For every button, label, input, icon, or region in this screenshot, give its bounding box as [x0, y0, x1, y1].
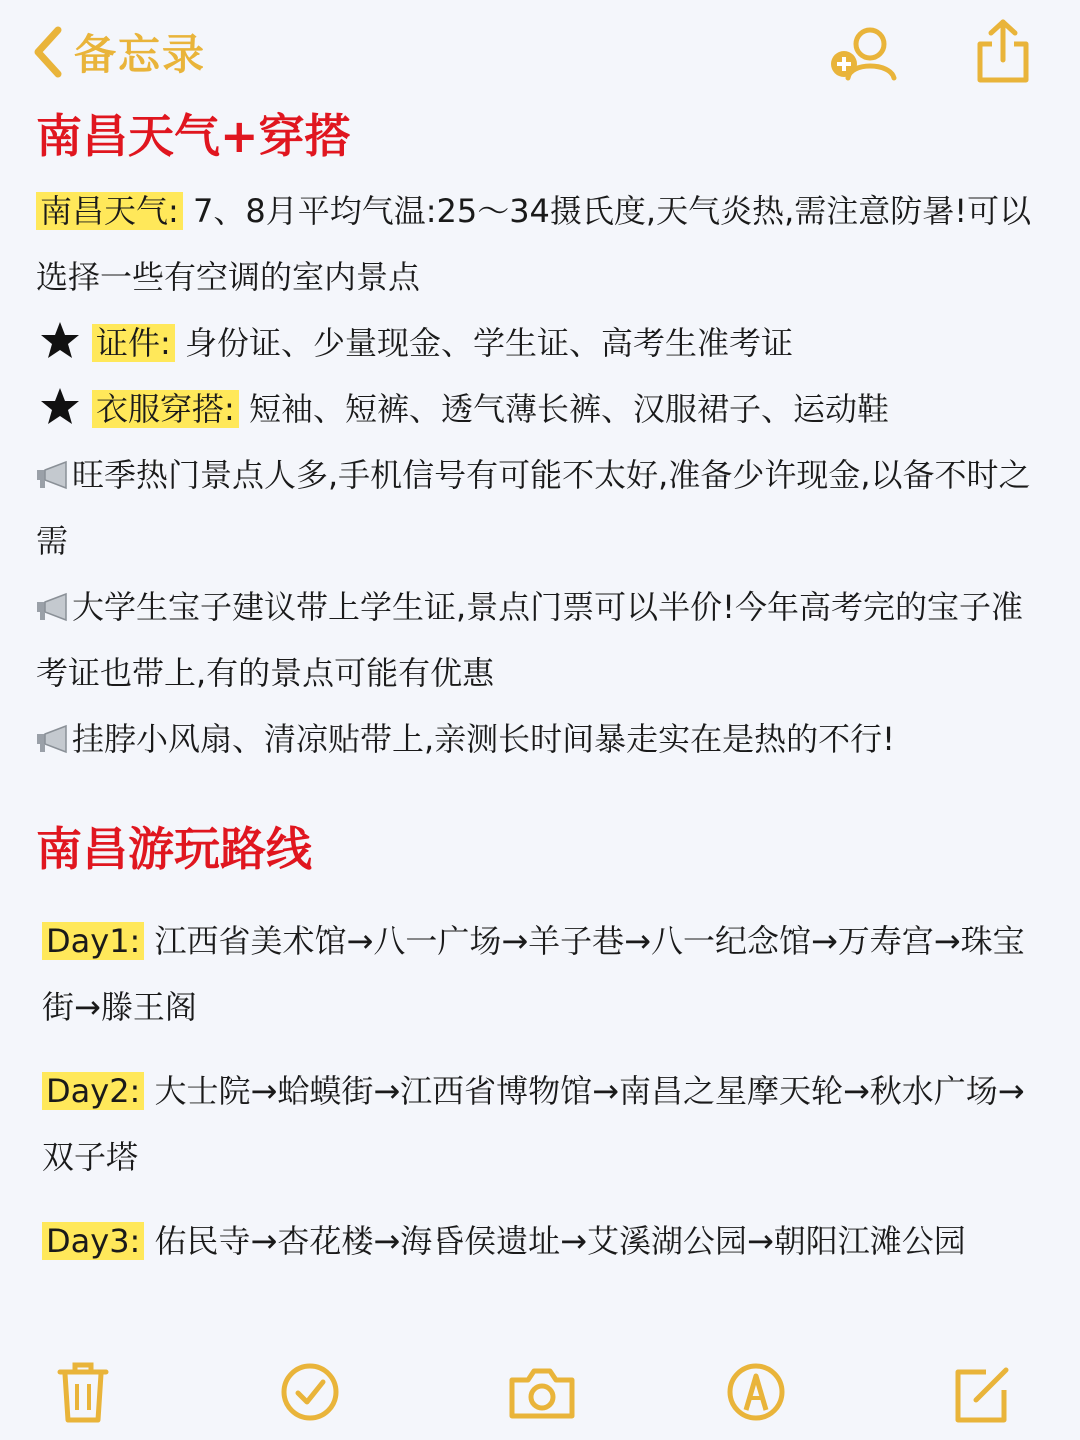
megaphone-icon — [36, 460, 70, 490]
clothing-text: 短袖、短裤、透气薄长裤、汉服裙子、运动鞋 — [238, 390, 889, 428]
day1-text: 江西省美术馆→八一广场→羊子巷→八一纪念馆→万寿宫→珠宝街→滕王阁 — [42, 922, 1025, 1026]
tip-student-card — [36, 574, 1036, 706]
bottom-toolbar — [0, 1350, 1080, 1440]
add-person-button[interactable] — [828, 22, 902, 82]
megaphone-icon — [36, 592, 70, 622]
documents-line — [36, 310, 1036, 376]
checklist-button[interactable] — [280, 1362, 340, 1422]
clothing-label: 衣服穿搭: — [92, 390, 239, 428]
compose-icon — [952, 1364, 1012, 1424]
day1-label: Day1: — [42, 922, 144, 960]
megaphone-icon — [36, 724, 70, 754]
tip-fan — [36, 706, 1036, 772]
tip-cash — [36, 442, 1036, 574]
star-icon — [40, 320, 80, 360]
back-label: 备忘录 — [74, 30, 207, 79]
trash-icon — [56, 1360, 110, 1424]
weather-paragraph — [36, 178, 1036, 310]
day3-route — [42, 1208, 1036, 1274]
day2-route — [42, 1058, 1036, 1190]
documents-text: 身份证、少量现金、学生证、高考生准考证 — [174, 324, 793, 362]
weather-text: 7、8月平均气温:25～34摄氏度,天气炎热,需注意防暑!可以选择一些有空调的室内景点 — [36, 192, 1032, 296]
documents-label: 证件: — [92, 324, 175, 362]
share-icon — [974, 18, 1032, 84]
note-content[interactable] — [36, 100, 1036, 1292]
star-icon — [40, 386, 80, 426]
markup-button[interactable] — [726, 1362, 786, 1422]
add-person-icon — [828, 22, 902, 82]
top-navigation-bar — [0, 0, 1080, 100]
spacer — [36, 886, 1036, 908]
markup-pen-icon — [726, 1362, 786, 1422]
clothing-line — [36, 376, 1036, 442]
section-title-route: 南昌游玩路线 — [36, 822, 312, 876]
camera-button[interactable] — [508, 1366, 576, 1420]
day2-text: 大士院→蛤蟆街→江西省博物馆→南昌之星摩天轮→秋水广场→双子塔 — [42, 1072, 1025, 1176]
camera-icon — [508, 1366, 576, 1420]
day3-text: 佑民寺→杏花楼→海昏侯遗址→艾溪湖公园→朝阳江滩公园 — [144, 1222, 966, 1260]
tip-fan-text: 挂脖小风扇、清凉贴带上,亲测长时间暴走实在是热的不行! — [72, 720, 896, 758]
delete-button[interactable] — [56, 1360, 110, 1424]
day2-label: Day2: — [42, 1072, 144, 1110]
tip-student-card-text: 大学生宝子建议带上学生证,景点门票可以半价!今年高考完的宝子准考证也带上,有的景点可能有优惠 — [36, 588, 1024, 692]
tip-cash-text: 旺季热门景点人多,手机信号有可能不太好,准备少许现金,以备不时之需 — [36, 456, 1031, 560]
day3-label: Day3: — [42, 1222, 144, 1260]
back-button[interactable] — [28, 22, 206, 82]
day1-route — [42, 908, 1036, 1040]
compose-button[interactable] — [952, 1364, 1012, 1424]
checklist-icon — [280, 1362, 340, 1422]
chevron-left-icon — [28, 24, 68, 80]
weather-label: 南昌天气: — [36, 192, 183, 230]
share-button[interactable] — [974, 18, 1032, 84]
section-title-weather: 南昌天气+穿搭 — [36, 109, 351, 163]
